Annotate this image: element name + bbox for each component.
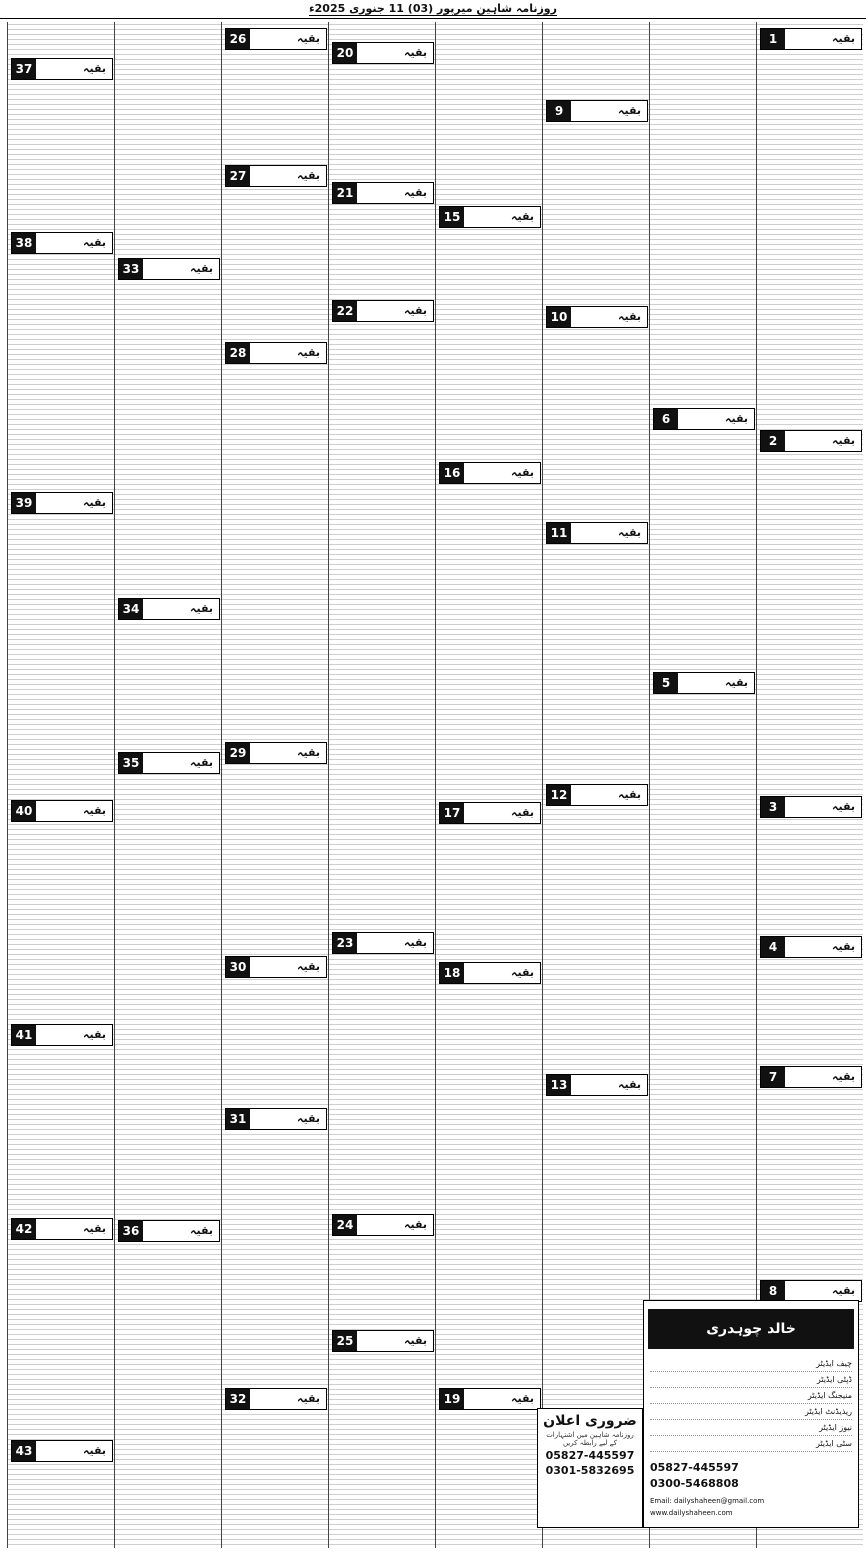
continuation-number: 42 [12, 1219, 36, 1239]
continuation-box [11, 1440, 113, 1462]
continuation-box [332, 182, 434, 204]
continuation-number: 35 [119, 753, 143, 773]
continuation-box [546, 784, 648, 806]
continuation-box [546, 100, 648, 122]
continuation-label: بقیہ [404, 304, 427, 317]
column-text-lines [115, 22, 221, 1548]
continuation-box [439, 206, 541, 228]
column-text-lines [436, 22, 542, 1548]
continuation-label: بقیہ [832, 1070, 855, 1083]
imprint-title: خالد چوہدری [648, 1309, 854, 1349]
continuation-label: بقیہ [83, 496, 106, 509]
continuation-number: 27 [226, 166, 250, 186]
continuation-number: 4 [761, 937, 785, 957]
continuation-label: بقیہ [190, 1224, 213, 1237]
continuation-label: بقیہ [297, 1112, 320, 1125]
column-text-lines [222, 22, 328, 1548]
continuation-number: 5 [654, 673, 678, 693]
continuation-number: 36 [119, 1221, 143, 1241]
continuation-box [439, 1388, 541, 1410]
continuation-box [332, 300, 434, 322]
continuation-number: 40 [12, 801, 36, 821]
imprint-phone-2: 0300-5468808 [650, 1477, 739, 1490]
continuation-number: 30 [226, 957, 250, 977]
continuation-label: بقیہ [511, 966, 534, 979]
continuation-box [11, 232, 113, 254]
continuation-label: بقیہ [618, 1078, 641, 1091]
notice-text: روزنامہ شاہین میں اشتہارات کے لیے رابطہ کریں [546, 1431, 634, 1447]
continuation-number: 7 [761, 1067, 785, 1087]
continuation-box [225, 28, 327, 50]
continuation-number: 34 [119, 599, 143, 619]
continuation-label: بقیہ [83, 1028, 106, 1041]
continuation-label: بقیہ [618, 310, 641, 323]
important-notice [537, 1408, 643, 1528]
continuation-number: 17 [440, 803, 464, 823]
imprint-website: www.dailyshaheen.com [650, 1509, 733, 1517]
continuation-box [760, 796, 862, 818]
continuation-number: 10 [547, 307, 571, 327]
continuation-label: بقیہ [832, 32, 855, 45]
continuation-box [225, 1108, 327, 1130]
notice-phone-1: 05827-445597 [545, 1449, 635, 1462]
continuation-number: 33 [119, 259, 143, 279]
continuation-box [225, 165, 327, 187]
continuation-box [225, 956, 327, 978]
imprint-box [643, 1300, 859, 1528]
continuation-label: بقیہ [83, 236, 106, 249]
continuation-box [760, 936, 862, 958]
continuation-number: 37 [12, 59, 36, 79]
continuation-label: بقیہ [404, 46, 427, 59]
continuation-label: بقیہ [832, 800, 855, 813]
continuation-number: 21 [333, 183, 357, 203]
continuation-box [118, 1220, 220, 1242]
imprint-row: سٹی ایڈیٹر [650, 1437, 852, 1452]
continuation-label: بقیہ [511, 1392, 534, 1405]
continuation-box [653, 408, 755, 430]
continuation-label: بقیہ [832, 434, 855, 447]
continuation-number: 39 [12, 493, 36, 513]
continuation-box [225, 342, 327, 364]
continuation-number: 3 [761, 797, 785, 817]
continuation-number: 16 [440, 463, 464, 483]
continuation-box [118, 258, 220, 280]
continuation-box [546, 306, 648, 328]
continuation-box [439, 962, 541, 984]
continuation-box [11, 1218, 113, 1240]
continuation-label: بقیہ [511, 210, 534, 223]
continuation-number: 43 [12, 1441, 36, 1461]
continuation-box [546, 522, 648, 544]
continuation-box [11, 800, 113, 822]
continuation-number: 18 [440, 963, 464, 983]
continuation-label: بقیہ [297, 746, 320, 759]
continuation-box [118, 598, 220, 620]
news-column [7, 22, 114, 1548]
imprint-row: نیوز ایڈیٹر [650, 1421, 852, 1436]
continuation-label: بقیہ [83, 804, 106, 817]
continuation-box [332, 1214, 434, 1236]
continuation-number: 29 [226, 743, 250, 763]
continuation-number: 28 [226, 343, 250, 363]
continuation-box [439, 802, 541, 824]
continuation-number: 41 [12, 1025, 36, 1045]
continuation-label: بقیہ [190, 262, 213, 275]
continuation-number: 38 [12, 233, 36, 253]
continuation-label: بقیہ [832, 1284, 855, 1297]
notice-heading: ضروری اعلان [543, 1413, 637, 1429]
continuation-number: 25 [333, 1331, 357, 1351]
continuation-label: بقیہ [618, 526, 641, 539]
continuation-number: 6 [654, 409, 678, 429]
continuation-label: بقیہ [297, 346, 320, 359]
continuation-box [225, 1388, 327, 1410]
continuation-label: بقیہ [83, 1444, 106, 1457]
continuation-label: بقیہ [511, 466, 534, 479]
continuation-label: بقیہ [404, 1334, 427, 1347]
continuation-box [11, 492, 113, 514]
continuation-box [118, 752, 220, 774]
continuation-label: بقیہ [297, 960, 320, 973]
continuation-box [760, 1280, 862, 1302]
imprint-row: منیجنگ ایڈیٹر [650, 1389, 852, 1404]
continuation-label: بقیہ [725, 676, 748, 689]
continuation-label: بقیہ [404, 936, 427, 949]
continuation-number: 8 [761, 1281, 785, 1301]
continuation-number: 23 [333, 933, 357, 953]
continuation-label: بقیہ [83, 1222, 106, 1235]
continuation-number: 2 [761, 431, 785, 451]
column-text-lines [329, 22, 435, 1548]
news-column [328, 22, 435, 1548]
continuation-number: 22 [333, 301, 357, 321]
continuation-number: 19 [440, 1389, 464, 1409]
imprint-row: ریذیڈنٹ ایڈیٹر [650, 1405, 852, 1420]
notice-phone-2: 0301-5832695 [545, 1464, 635, 1477]
continuation-number: 9 [547, 101, 571, 121]
continuation-box [760, 430, 862, 452]
news-column [221, 22, 328, 1548]
continuation-box [332, 42, 434, 64]
continuation-label: بقیہ [404, 186, 427, 199]
continuation-number: 1 [761, 29, 785, 49]
continuation-label: بقیہ [404, 1218, 427, 1231]
continuation-label: بقیہ [297, 169, 320, 182]
continuation-number: 31 [226, 1109, 250, 1129]
masthead-title: روزنامہ شاہین میرپور (03) 11 جنوری 2025ء [309, 2, 557, 15]
continuation-label: بقیہ [725, 412, 748, 425]
continuation-number: 26 [226, 29, 250, 49]
imprint-email: Email: dailyshaheen@gmail.com [650, 1497, 765, 1505]
continuation-number: 32 [226, 1389, 250, 1409]
imprint-row: چیف ایڈیٹر [650, 1357, 852, 1372]
continuation-label: بقیہ [618, 788, 641, 801]
continuation-box [225, 742, 327, 764]
continuation-box [760, 1066, 862, 1088]
continuation-label: بقیہ [832, 940, 855, 953]
continuation-number: 20 [333, 43, 357, 63]
continuation-number: 13 [547, 1075, 571, 1095]
continuation-box [546, 1074, 648, 1096]
continuation-label: بقیہ [511, 806, 534, 819]
continuation-number: 11 [547, 523, 571, 543]
news-column [114, 22, 221, 1548]
continuation-box [11, 1024, 113, 1046]
continuation-label: بقیہ [618, 104, 641, 117]
continuation-box [439, 462, 541, 484]
continuation-box [11, 58, 113, 80]
continuation-label: بقیہ [190, 602, 213, 615]
imprint-row: ڈپٹی ایڈیٹر [650, 1373, 852, 1388]
continuation-box [653, 672, 755, 694]
continuation-number: 15 [440, 207, 464, 227]
continuation-box [760, 28, 862, 50]
news-column [542, 22, 649, 1548]
continuation-label: بقیہ [297, 32, 320, 45]
continuation-label: بقیہ [83, 62, 106, 75]
continuation-label: بقیہ [190, 756, 213, 769]
continuation-box [332, 1330, 434, 1352]
imprint-phone-1: 05827-445597 [650, 1461, 739, 1474]
continuation-number: 12 [547, 785, 571, 805]
continuation-number: 24 [333, 1215, 357, 1235]
masthead [0, 0, 866, 19]
news-column [435, 22, 542, 1548]
continuation-label: بقیہ [297, 1392, 320, 1405]
continuation-box [332, 932, 434, 954]
